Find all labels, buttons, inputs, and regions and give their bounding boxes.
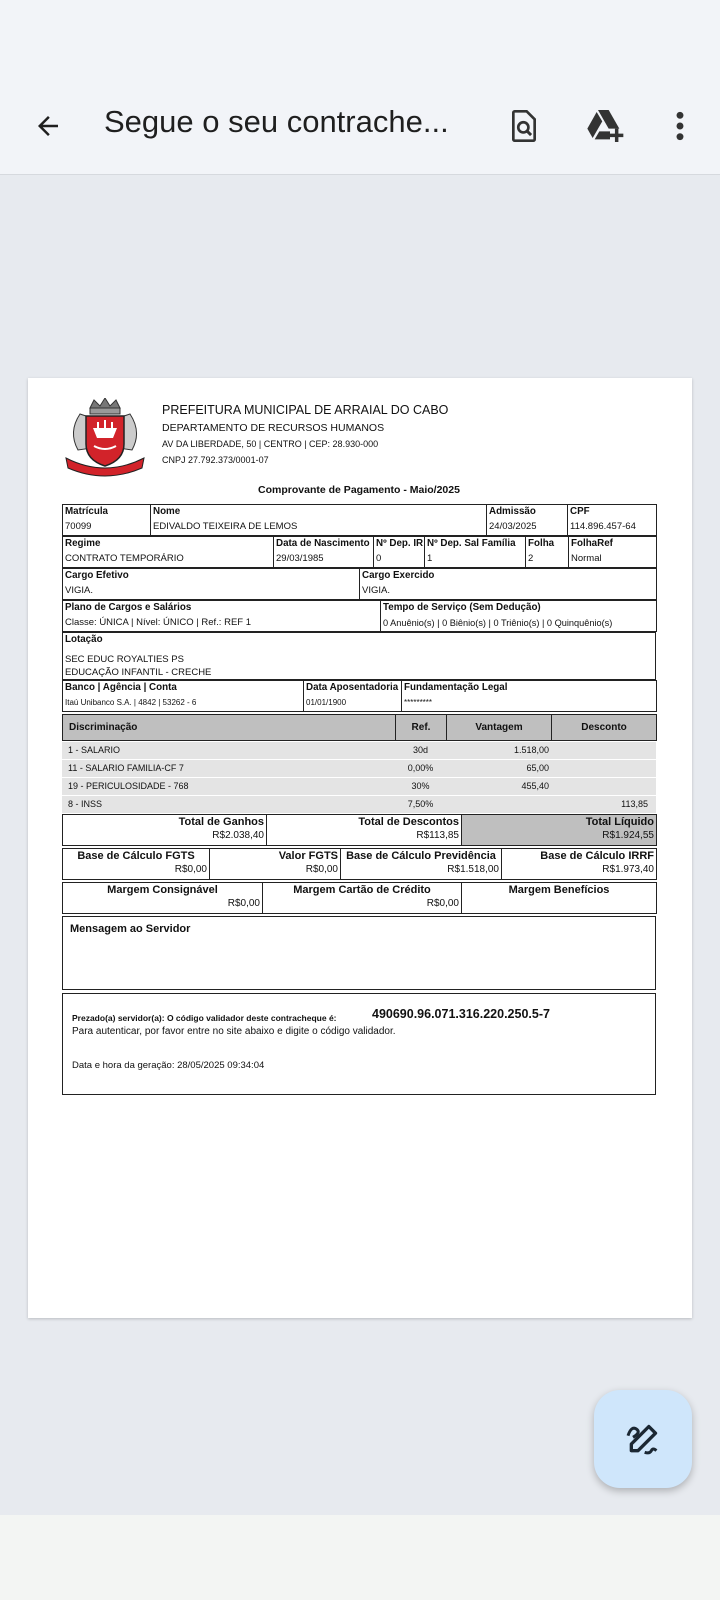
address: AV DA LIBERDADE, 50 | CENTRO | CEP: 28.930-000 [162, 439, 379, 449]
coat-of-arms-logo [62, 398, 148, 478]
edit-signature-icon [623, 1419, 663, 1459]
col-discriminacao: Discriminação [63, 715, 396, 741]
item-vantagem: 455,40 [446, 778, 551, 796]
margem-consignavel-label: Margem Consignável [107, 884, 218, 896]
aposentadoria-value: 01/01/1900 [306, 698, 347, 707]
nome-label: Nome [153, 506, 181, 517]
organization-name: PREFEITURA MUNICIPAL DE ARRAIAL DO CABO [162, 403, 449, 417]
employee-info-row-3 [62, 568, 657, 600]
item-desconto [551, 760, 656, 778]
base-previdencia-value: R$1.518,00 [447, 864, 499, 875]
lotacao-value-2: EDUCAÇÃO INFANTIL - CRECHE [65, 667, 212, 678]
validador-code: 490690.96.071.316.220.250.5-7 [372, 1007, 550, 1021]
validador-text: Prezado(a) servidor(a): O código validador deste contracheque é: [72, 1013, 337, 1023]
matricula-label: Matrícula [65, 506, 109, 517]
mensagem-label: Mensagem ao Servidor [70, 923, 191, 935]
mensagem-servidor [62, 916, 656, 990]
arrow-back-icon[interactable] [28, 106, 68, 146]
margem-beneficios-label: Margem Benefícios [508, 884, 610, 896]
cargo-efetivo-label: Cargo Efetivo [65, 570, 129, 581]
folha-label: Folha [528, 538, 555, 549]
bases-row [62, 848, 657, 880]
totals-row [62, 814, 657, 846]
admissao-value: 24/03/2025 [489, 521, 537, 532]
dep-ir-value: 0 [376, 553, 382, 564]
more-vert-icon[interactable] [658, 104, 702, 148]
employee-info-row-4 [62, 600, 657, 632]
dep-sal-label: Nº Dep. Sal Família [427, 538, 516, 549]
plano-value: Classe: ÚNICA | Nível: ÚNICO | Ref.: REF 1 [65, 617, 252, 628]
total-descontos-label: Total de Descontos [358, 816, 459, 828]
total-ganhos-value: R$2.038,40 [212, 830, 264, 841]
tempo-servico-label: Tempo de Serviço (Sem Dedução) [383, 602, 541, 613]
earnings-table [62, 714, 657, 741]
drive-add-icon[interactable] [584, 104, 628, 148]
margem-beneficios-value [464, 897, 654, 913]
app-bar [0, 0, 720, 175]
item-desc: 19 - PERICULOSIDADE - 768 [62, 778, 395, 796]
item-ref: 30% [395, 778, 446, 796]
regime-label: Regime [65, 538, 101, 549]
payslip-title: Comprovante de Pagamento - Maio/2025 [258, 484, 460, 496]
department-name: DEPARTAMENTO DE RECURSOS HUMANOS [162, 422, 385, 434]
employee-info-row-6 [62, 680, 657, 712]
base-irrf-label: Base de Cálculo IRRF [540, 850, 654, 862]
fundamentacao-label: Fundamentação Legal [404, 682, 508, 693]
base-fgts-label: Base de Cálculo FGTS [77, 850, 195, 862]
base-previdencia-label: Base de Cálculo Previdência [346, 850, 496, 862]
cpf-value: 114.896.457-64 [570, 521, 636, 532]
valor-fgts-value: R$0,00 [305, 864, 338, 875]
item-ref: 7,50% [395, 796, 446, 814]
item-desc: 8 - INSS [62, 796, 395, 814]
matricula-value: 70099 [65, 521, 92, 532]
earnings-items [62, 742, 656, 814]
validation-box [62, 993, 656, 1095]
valor-fgts-label: Valor FGTS [278, 850, 338, 862]
item-desconto: 113,85 [551, 796, 656, 814]
item-vantagem: 65,00 [446, 760, 551, 778]
total-liquido-label: Total Líquido [585, 816, 654, 828]
folha-value: 2 [528, 553, 534, 564]
total-ganhos-label: Total de Ganhos [178, 816, 264, 828]
admissao-label: Admissão [489, 506, 536, 517]
table-row [62, 760, 656, 778]
document-page [28, 378, 692, 1318]
table-row [62, 796, 656, 814]
item-desconto [551, 742, 656, 760]
table-row [62, 778, 656, 796]
total-descontos-value: R$113,85 [416, 830, 459, 841]
cnpj: CNPJ 27.792.373/0001-07 [162, 455, 269, 465]
item-vantagem: 1.518,00 [446, 742, 551, 760]
margem-cartao-label: Margem Cartão de Crédito [293, 884, 431, 896]
total-liquido-value: R$1.924,55 [602, 830, 654, 841]
cargo-exercido-value: VIGIA. [362, 585, 390, 596]
lotacao-value-1: SEC EDUC ROYALTIES PS [65, 654, 184, 665]
nascimento-value: 29/03/1985 [276, 553, 324, 564]
nascimento-label: Data de Nascimento [276, 538, 370, 549]
document-search-icon[interactable] [502, 104, 546, 148]
margem-consignavel-value: R$0,00 [227, 898, 260, 909]
col-ref: Ref. [396, 715, 447, 741]
folharef-label: FolhaRef [571, 538, 613, 549]
lotacao-label: Lotação [65, 634, 103, 645]
cargo-efetivo-value: VIGIA. [65, 585, 93, 596]
base-irrf-value: R$1.973,40 [602, 864, 654, 875]
margem-cartao-value: R$0,00 [426, 898, 459, 909]
dep-sal-value: 1 [427, 553, 433, 564]
cargo-exercido-label: Cargo Exercido [362, 570, 435, 581]
table-row [62, 742, 656, 760]
nome-value: EDIVALDO TEIXEIRA DE LEMOS [153, 521, 298, 532]
item-desc: 1 - SALARIO [62, 742, 395, 760]
item-ref: 30d [395, 742, 446, 760]
item-desconto [551, 778, 656, 796]
autenticar-text: Para autenticar, por favor entre no site abaixo e digite o código validador. [72, 1026, 396, 1037]
dep-ir-label: Nº Dep. IR [376, 538, 424, 549]
employee-info-row-2 [62, 536, 657, 568]
item-vantagem [446, 796, 551, 814]
employee-info-row-5 [62, 632, 656, 680]
folharef-value: Normal [571, 553, 602, 564]
cpf-label: CPF [570, 506, 590, 517]
aposentadoria-label: Data Aposentadoria [306, 682, 399, 693]
edit-signature-button[interactable] [594, 1390, 692, 1488]
margens-row [62, 882, 657, 914]
banco-label: Banco | Agência | Conta [65, 682, 177, 693]
plano-label: Plano de Cargos e Salários [65, 602, 192, 613]
col-desconto: Desconto [552, 715, 657, 741]
banco-value: Itaú Unibanco S.A. | 4842 | 53262 - 6 [65, 698, 197, 707]
fundamentacao-value: ********* [404, 698, 433, 707]
tempo-servico-value: 0 Anuênio(s) | 0 Biênio(s) | 0 Triênio(s) | 0 Quinquênio(s) [383, 618, 613, 628]
data-geracao: Data e hora da geração: 28/05/2025 09:34:04 [72, 1060, 265, 1071]
base-fgts-value: R$0,00 [174, 864, 207, 875]
regime-value: CONTRATO TEMPORÁRIO [65, 553, 184, 564]
document-title: Segue o seu contrache... [104, 104, 449, 139]
system-nav-bar [0, 1515, 720, 1600]
item-desc: 11 - SALARIO FAMILIA-CF 7 [62, 760, 395, 778]
col-vantagem: Vantagem [447, 715, 552, 741]
item-ref: 0,00% [395, 760, 446, 778]
employee-info-row-1 [62, 504, 657, 536]
